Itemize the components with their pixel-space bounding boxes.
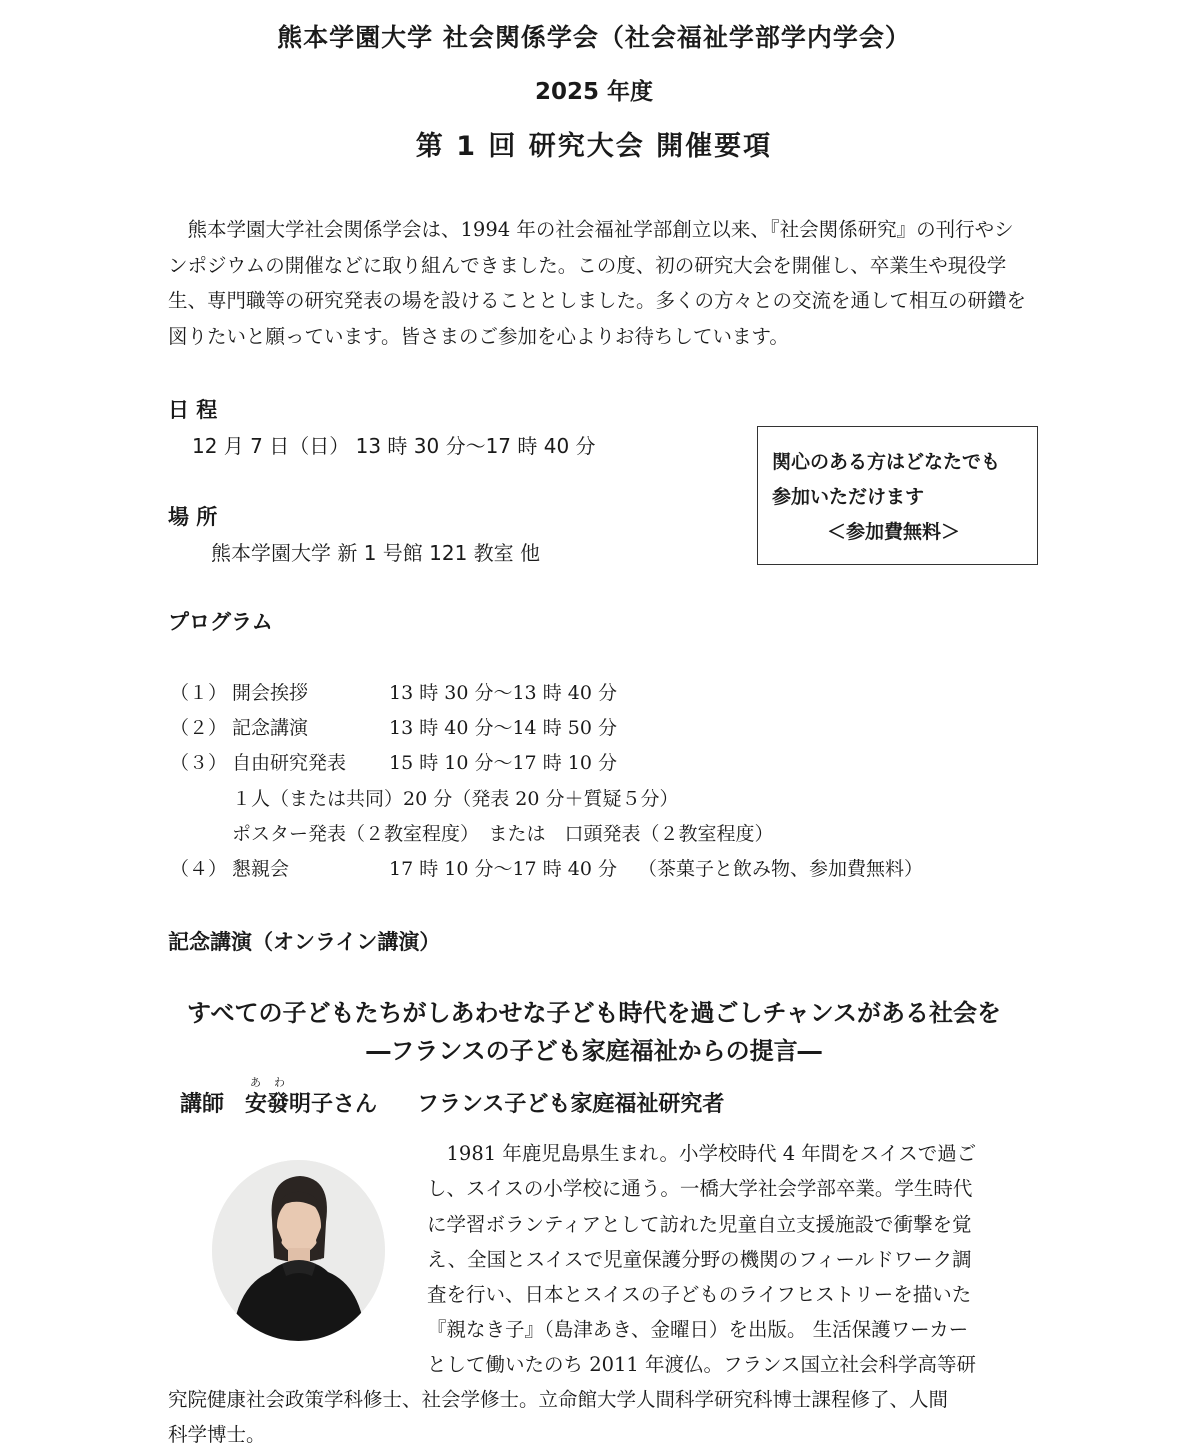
lecturer-prefix: 講師 <box>180 1092 225 1117</box>
lecture-title-line-1: すべての子どもたちがしあわせな子ども時代を過ごしチャンスがある社会を <box>186 999 1002 1027</box>
notice-line-1: 関心のある方はどなたでも <box>772 451 1001 473</box>
lecturer-ruby-1: あ <box>250 1076 261 1089</box>
bio-line: 『親なき子』（島津あき、金曜日）を出版。 生活保護ワーカー <box>427 1318 969 1341</box>
program-label: プログラム <box>168 610 273 634</box>
org-title: 熊本学園大学 社会関係学会（社会福祉学部学内学会） <box>277 23 911 52</box>
intro-text: 熊本学園大学社会関係学会は、1994 年の社会福祉学部創立以来、『社会関係研究』の刊行やシンポジウムの開催などに取り組んできました。この度、初の研究大会を開催し、卒業生や現役学生、専門職等の研究発表の場を設けることとしました。多くの方々との交流を通して相互の研鑽を図りたいと願っています。皆さまのご参加を心よりお待ちしています。 <box>168 218 1027 348</box>
notice-line-2: 参加いただけます <box>772 486 925 508</box>
event-title: 第 1 回 研究大会 開催要項 <box>415 131 773 162</box>
schedule-value: 12 月 7 日（日） 13 時 30 分～17 時 40 分 <box>192 434 596 458</box>
program-sub-2: ポスター発表（２教室程度） または 口頭発表（２教室程度） <box>232 823 774 845</box>
program-item-time: 13 時 30 分〜13 時 40 分 <box>389 682 617 704</box>
program-item-name: 懇親会 <box>232 858 290 880</box>
bio-line: 査を行い、日本とスイスの子どものライフヒストリーを描いた <box>427 1283 972 1306</box>
lecturer-photo <box>212 1160 385 1341</box>
lecturer-portrait-image <box>212 1160 385 1341</box>
intro-paragraph <box>168 212 1028 354</box>
program-item-time: 15 時 10 分〜17 時 10 分 <box>389 752 617 774</box>
program-item-time: 17 時 10 分〜17 時 40 分 <box>389 858 617 880</box>
program-item-no: （１） <box>170 682 228 704</box>
program-item-name: 開会挨拶 <box>232 682 309 704</box>
program-item-name: 記念講演 <box>232 717 309 739</box>
notice-line-3: ＜参加費無料＞ <box>827 521 961 543</box>
bio-line: え、全国とスイスで児童保護分野の機関のフィールドワーク調 <box>427 1248 972 1271</box>
program-item-time: 13 時 40 分〜14 時 50 分 <box>389 717 617 739</box>
program-item-name: 自由研究発表 <box>232 752 347 774</box>
lecture-label: 記念講演（オンライン講演） <box>168 930 441 954</box>
lecturer-role: フランス子ども家庭福祉研究者 <box>417 1092 725 1117</box>
bio-line: 究院健康社会政策学科修士、社会学修士。立命館大学人間科学研究科博士課程修了、人間 <box>168 1388 949 1411</box>
lecturer-ruby-2: わ <box>274 1076 285 1089</box>
lecturer-name: 安發明子さん <box>245 1092 378 1117</box>
program-item-note: （茶菓子と飲み物、参加費無料） <box>638 858 924 880</box>
schedule-label: 日 程 <box>168 398 218 422</box>
program-item-no: （２） <box>170 717 228 739</box>
bio-line: 科学博士。 <box>168 1423 266 1446</box>
bio-line: に学習ボランティアとして訪れた児童自立支援施設で衝撃を覚 <box>427 1213 972 1236</box>
venue-label: 場 所 <box>168 505 218 529</box>
bio-line: 1981 年鹿児島県生まれ。小学校時代 4 年間をスイスで過ご <box>427 1142 977 1165</box>
program-item-no: （３） <box>170 752 228 774</box>
program-sub-1: １人（または共同）20 分（発表 20 分＋質疑５分） <box>232 788 679 810</box>
bio-line: として働いたのち 2011 年渡仏。フランス国立社会科学高等研 <box>427 1353 976 1376</box>
program-item-no: （４） <box>170 858 228 880</box>
venue-value: 熊本学園大学 新 1 号館 121 教室 他 <box>211 541 541 565</box>
year-title: 2025 年度 <box>534 79 654 105</box>
notice-box <box>757 426 1038 565</box>
lecture-title-line-2: ―フランスの子ども家庭福祉からの提言― <box>366 1037 822 1065</box>
bio-line: し、スイスの小学校に通う。一橋大学社会学部卒業。学生時代 <box>427 1177 973 1200</box>
